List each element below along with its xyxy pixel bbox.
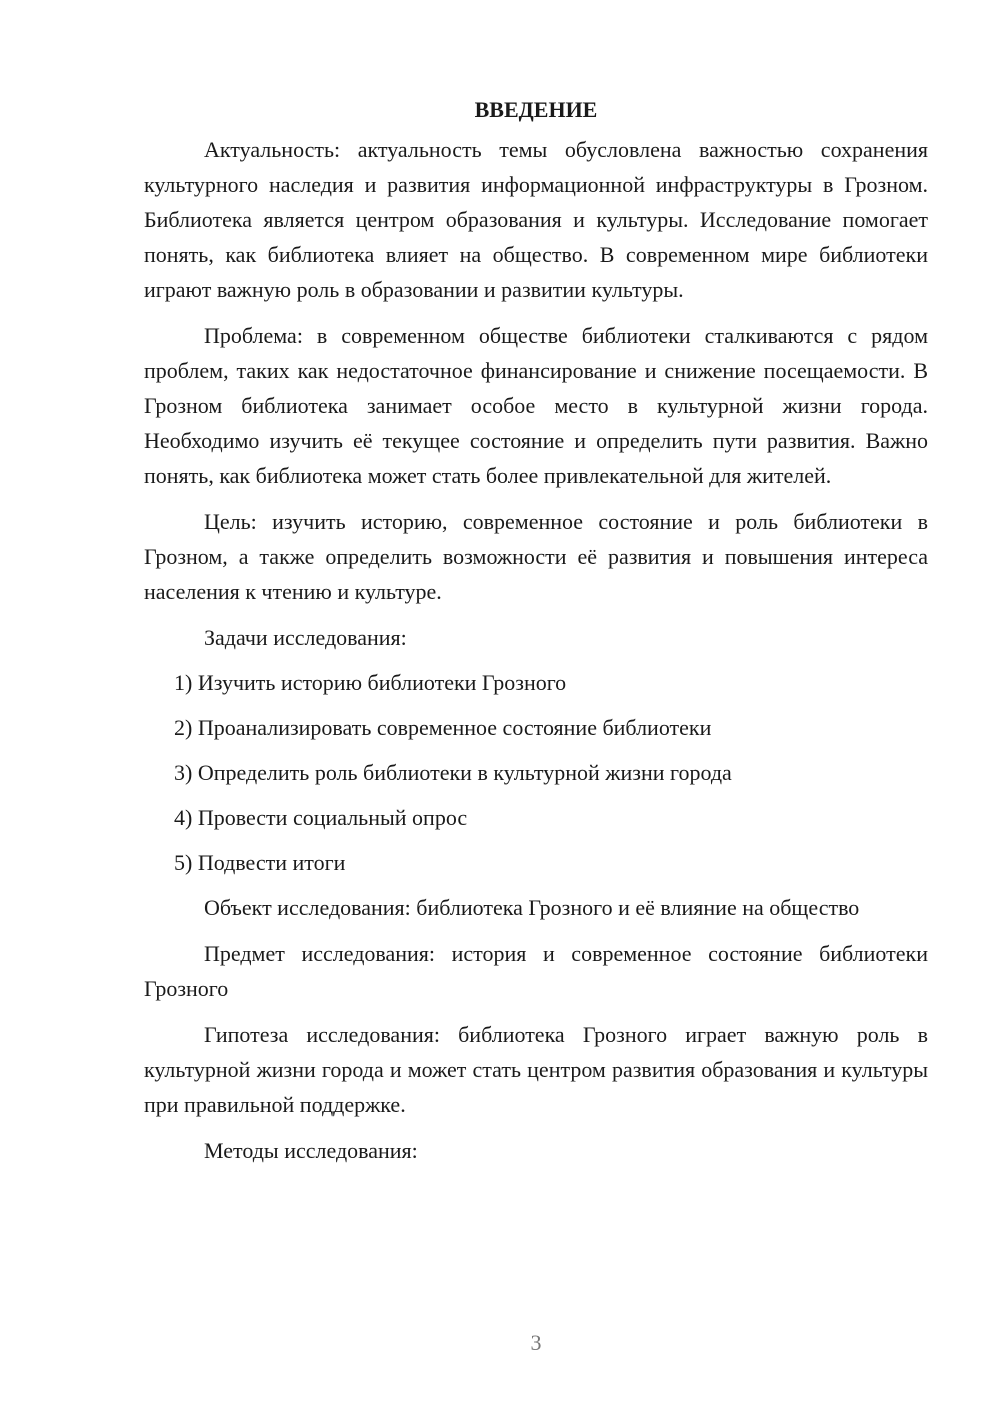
list-item: 4) Провести социальный опрос xyxy=(174,805,468,830)
list-item: 2) Проанализировать современное состояние библиотеки xyxy=(174,715,712,740)
section-heading: ВВЕДЕНИЕ xyxy=(474,97,598,122)
document-page xyxy=(144,92,928,1178)
list-item: 1) Изучить историю библиотеки Грозного xyxy=(174,670,567,695)
paragraph-hypothesis: Гипотеза исследования: библиотека Грозного играет важную роль в культурной жизни города и может стать центром развития образования и культуры при правильной поддержке. xyxy=(144,1022,928,1117)
page-number: 3 xyxy=(530,1330,542,1355)
paragraph-relevance: Актуальность: актуальность темы обусловлена важностью сохранения культурного наследия и развития информационной инфраструктуры в Грозном. Библиотека является центром образования и культуры. Исследование помогает понять, как библиотека влияет на общество. В современном мире библиотеки играют важную роль в образовании и развитии культуры. xyxy=(144,137,928,302)
list-item: 5) Подвести итоги xyxy=(174,850,346,875)
paragraph-problem: Проблема: в современном обществе библиотеки сталкиваются с рядом проблем, таких как недостаточное финансирование и снижение посещаемости. В Грозном библиотека занимает особое место в культурной жизни города. Необходимо изучить её текущее состояние и определить пути развития. Важно понять, как библиотека может стать более привлекательной для жителей. xyxy=(144,323,928,488)
list-item: 3) Определить роль библиотеки в культурной жизни города xyxy=(174,760,732,785)
paragraph-goal: Цель: изучить историю, современное состояние и роль библиотеки в Грозном, а также определить возможности её развития и повышения интереса населения к чтению и культуре. xyxy=(144,509,928,604)
tasks-heading: Задачи исследования: xyxy=(204,625,407,650)
paragraph-object: Объект исследования: библиотека Грозного и её влияние на общество xyxy=(204,895,860,920)
methods-heading: Методы исследования: xyxy=(204,1138,418,1163)
tasks-list xyxy=(144,665,928,880)
paragraph-subject: Предмет исследования: история и современное состояние библиотеки Грозного xyxy=(144,941,928,1001)
